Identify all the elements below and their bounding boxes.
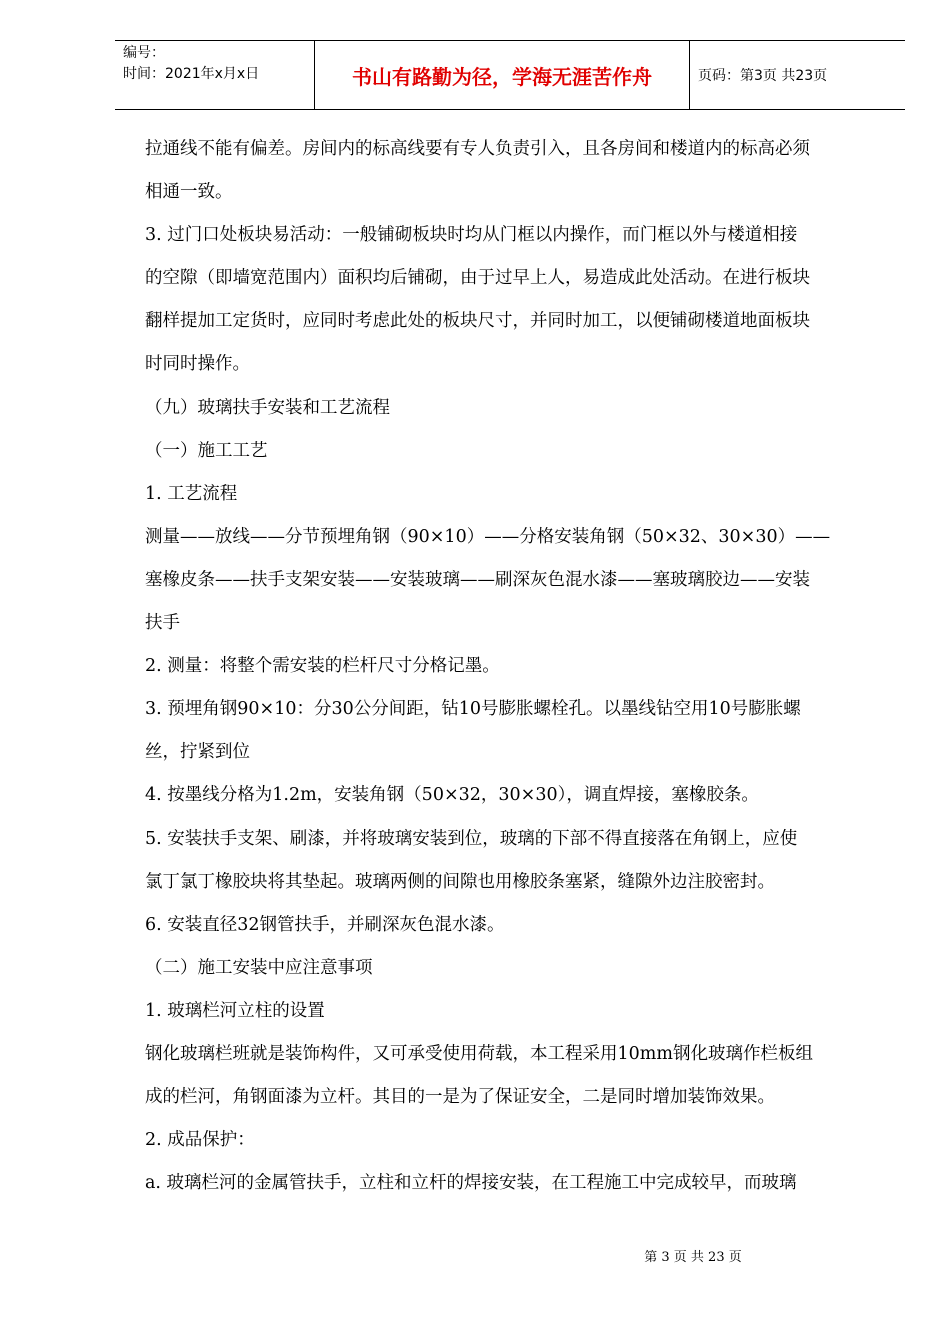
header-page-number: 页码：第3页 共23页 (698, 68, 828, 84)
section-heading: （二）施工安装中应注意事项 (145, 957, 373, 978)
body-line: 2. 成品保护： (145, 1130, 255, 1151)
body-line: 1. 工艺流程 (145, 483, 238, 504)
header-motto: 书山有路勤为径，学海无涯苦作舟 (315, 41, 690, 109)
body-line: 钢化玻璃栏班就是装饰构件，又可承受使用荷载，本工程采用10mm钢化玻璃作栏板组 (145, 1043, 813, 1064)
body-line: a. 玻璃栏河的金属管扶手，立柱和立杆的焊接安装，在工程施工中完成较早，而玻璃 (145, 1173, 797, 1194)
section-heading: （九）玻璃扶手安装和工艺流程 (145, 397, 390, 418)
body-line: 丝，拧紧到位 (145, 742, 250, 763)
body-line: 相通一致。 (145, 182, 233, 203)
body-line: 4. 按墨线分格为1.2m，安装角钢（50×32，30×30），调直焊接，塞橡胶条。 (145, 785, 759, 806)
body-line: 翻样提加工定货时，应同时考虑此处的板块尺寸，并同时加工，以便铺砌楼道地面板块 (145, 311, 810, 332)
footer-page-number: 第 3 页 共 23 页 (644, 1250, 742, 1265)
body-line: 成的栏河，角钢面漆为立杆。其目的一是为了保证安全，二是同时增加装饰效果。 (145, 1087, 775, 1108)
body-line: 扶手 (145, 613, 180, 634)
body-line: 3. 预埋角钢90×10：分30公分间距，钻10号膨胀螺栓孔。以墨线钻空用10号膨胀螺 (145, 699, 801, 720)
body-line: 6. 安装直径32钢管扶手，并刷深灰色混水漆。 (145, 914, 505, 935)
document-body (145, 128, 875, 1205)
body-line: 的空隙（即墙宽范围内）面积均后铺砌，由于过早上人，易造成此处活动。在进行板块 (145, 268, 810, 289)
body-line: 3. 过门口处板块易活动：一般铺砌板块时均从门框以内操作，而门框以外与楼道相接 (145, 225, 798, 246)
body-line: 时同时操作。 (145, 354, 250, 375)
section-heading: （一）施工工艺 (145, 440, 268, 461)
body-line: 2. 测量：将整个需安装的栏杆尺寸分格记墨。 (145, 656, 500, 677)
body-line: 拉通线不能有偏差。房间内的标高线要有专人负责引入，且各房间和楼道内的标高必须 (145, 139, 810, 159)
body-line: 氯丁氯丁橡胶块将其垫起。玻璃两侧的间隙也用橡胶条塞紧，缝隙外边注胶密封。 (145, 871, 775, 892)
body-line: 5. 安装扶手支架、刷漆，并将玻璃安装到位，玻璃的下部不得直接落在角钢上，应使 (145, 828, 798, 849)
header-time: 时间：2021年x月x日 (123, 66, 260, 82)
body-line: 1. 玻璃栏河立柱的设置 (145, 1000, 325, 1021)
header-number: 编号： (123, 45, 165, 61)
header-meta (115, 41, 315, 109)
page-footer (0, 1246, 950, 1265)
page-header (115, 40, 905, 110)
body-line: 测量——放线——分节预埋角钢（90×10）——分格安装角钢（50×32、30×30）—— (145, 526, 831, 547)
body-line: 塞橡皮条——扶手支架安装——安装玻璃——刷深灰色混水漆——塞玻璃胶边——安装 (145, 569, 810, 590)
